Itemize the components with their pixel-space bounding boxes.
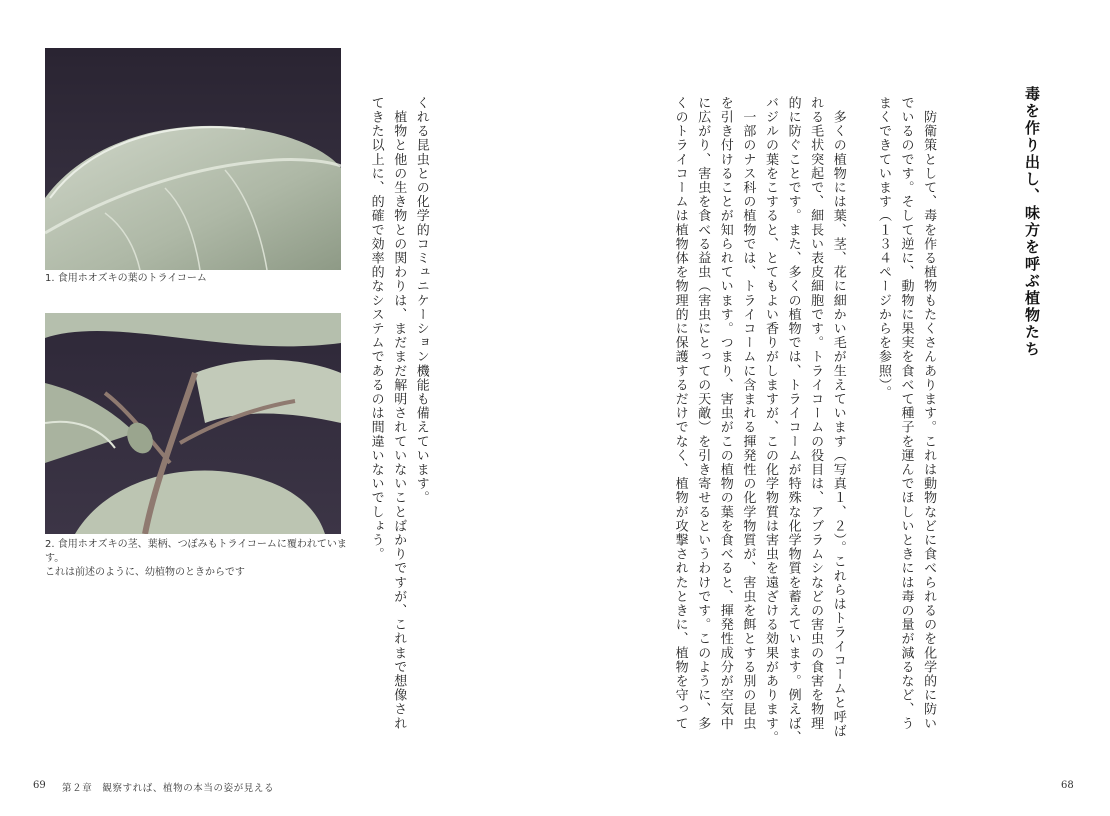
body-line: 的に防ぐことです。また、多くの植物では、トライコームが特殊な化学物質を蓄えています。例えば、 [785,96,801,745]
photo-caption-2-line-1: 2. 食用ホオズキの茎、葉柄、つぼみもトライコームに覆われています。 [45,539,347,564]
body-line: でいるのです。そして逆に、動物に果実を食べて種子を運んでほしいときには毒の量が減るなど、う [898,96,914,731]
body-line: てきた以上に、的確で効率的なシステムであるのは間違いないでしょう。 [368,96,384,562]
photo-caption-1: 1. 食用ホオズキの葉のトライコーム [45,273,207,284]
body-line: を引き付けることが知られています。つまり、害虫がこの植物の葉を食べると、揮発性成分が空気中 [717,96,733,731]
photo-physalis-stem-petiole-buds [45,313,341,534]
body-line: 一部のナス科の植物では、トライコームに含まれる揮発性の化学物質が、害虫を餌とする別の昆虫 [740,96,756,731]
body-line: まくできています（１３４ページからを参照）。 [875,96,891,400]
section-heading: 毒を作り出し、味方を呼ぶ植物たち [1023,86,1041,358]
body-line: バジルの葉をこすると、とてもよい香りがしますが、この化学物質は害虫を遠ざける効果があります。 [762,96,778,745]
running-head: 第２章 観察すれば、植物の本当の姿が見える [62,783,275,794]
body-line: 多くの植物には葉、茎、花に細かい毛が生えています（写真１、２）。これらはトライコームと呼ば [830,96,846,739]
body-line: 植物と他の生き物との関わりは、まだまだ解明されていないことばかりですが、これまで想像され [391,96,407,731]
left-page-body-text [364,96,432,736]
body-line: くれる昆虫との化学的コミュニケーション機能も備えています。 [413,96,429,505]
photo-caption-2 [45,538,365,580]
photo-physalis-leaf-trichomes [45,48,341,270]
body-line: 防衛策として、毒を作る植物もたくさんあります。これは動物などに食べられるのを化学的に防い [921,96,937,731]
body-line-blank [849,96,872,736]
photo-caption-2-line-2: これは前述のように、幼植物のときからです [45,567,245,578]
page-number-right: 68 [1061,780,1074,791]
right-page-body-text [668,96,939,745]
right-page [555,0,1110,816]
body-line: くのトライコームは植物体を物理的に保護するだけでなく、植物が攻撃されたときに、植物を守って [672,96,688,731]
body-line: れる毛状突起で、細長い表皮細胞です。トライコームの役目は、アブラムシなどの害虫の食害を物理 [808,96,824,731]
page-number-left: 69 [33,780,46,791]
body-line: に広がり、害虫を食べる益虫（害虫にとっての天敵）を引き寄せるというわけです。このように、多 [695,96,711,731]
